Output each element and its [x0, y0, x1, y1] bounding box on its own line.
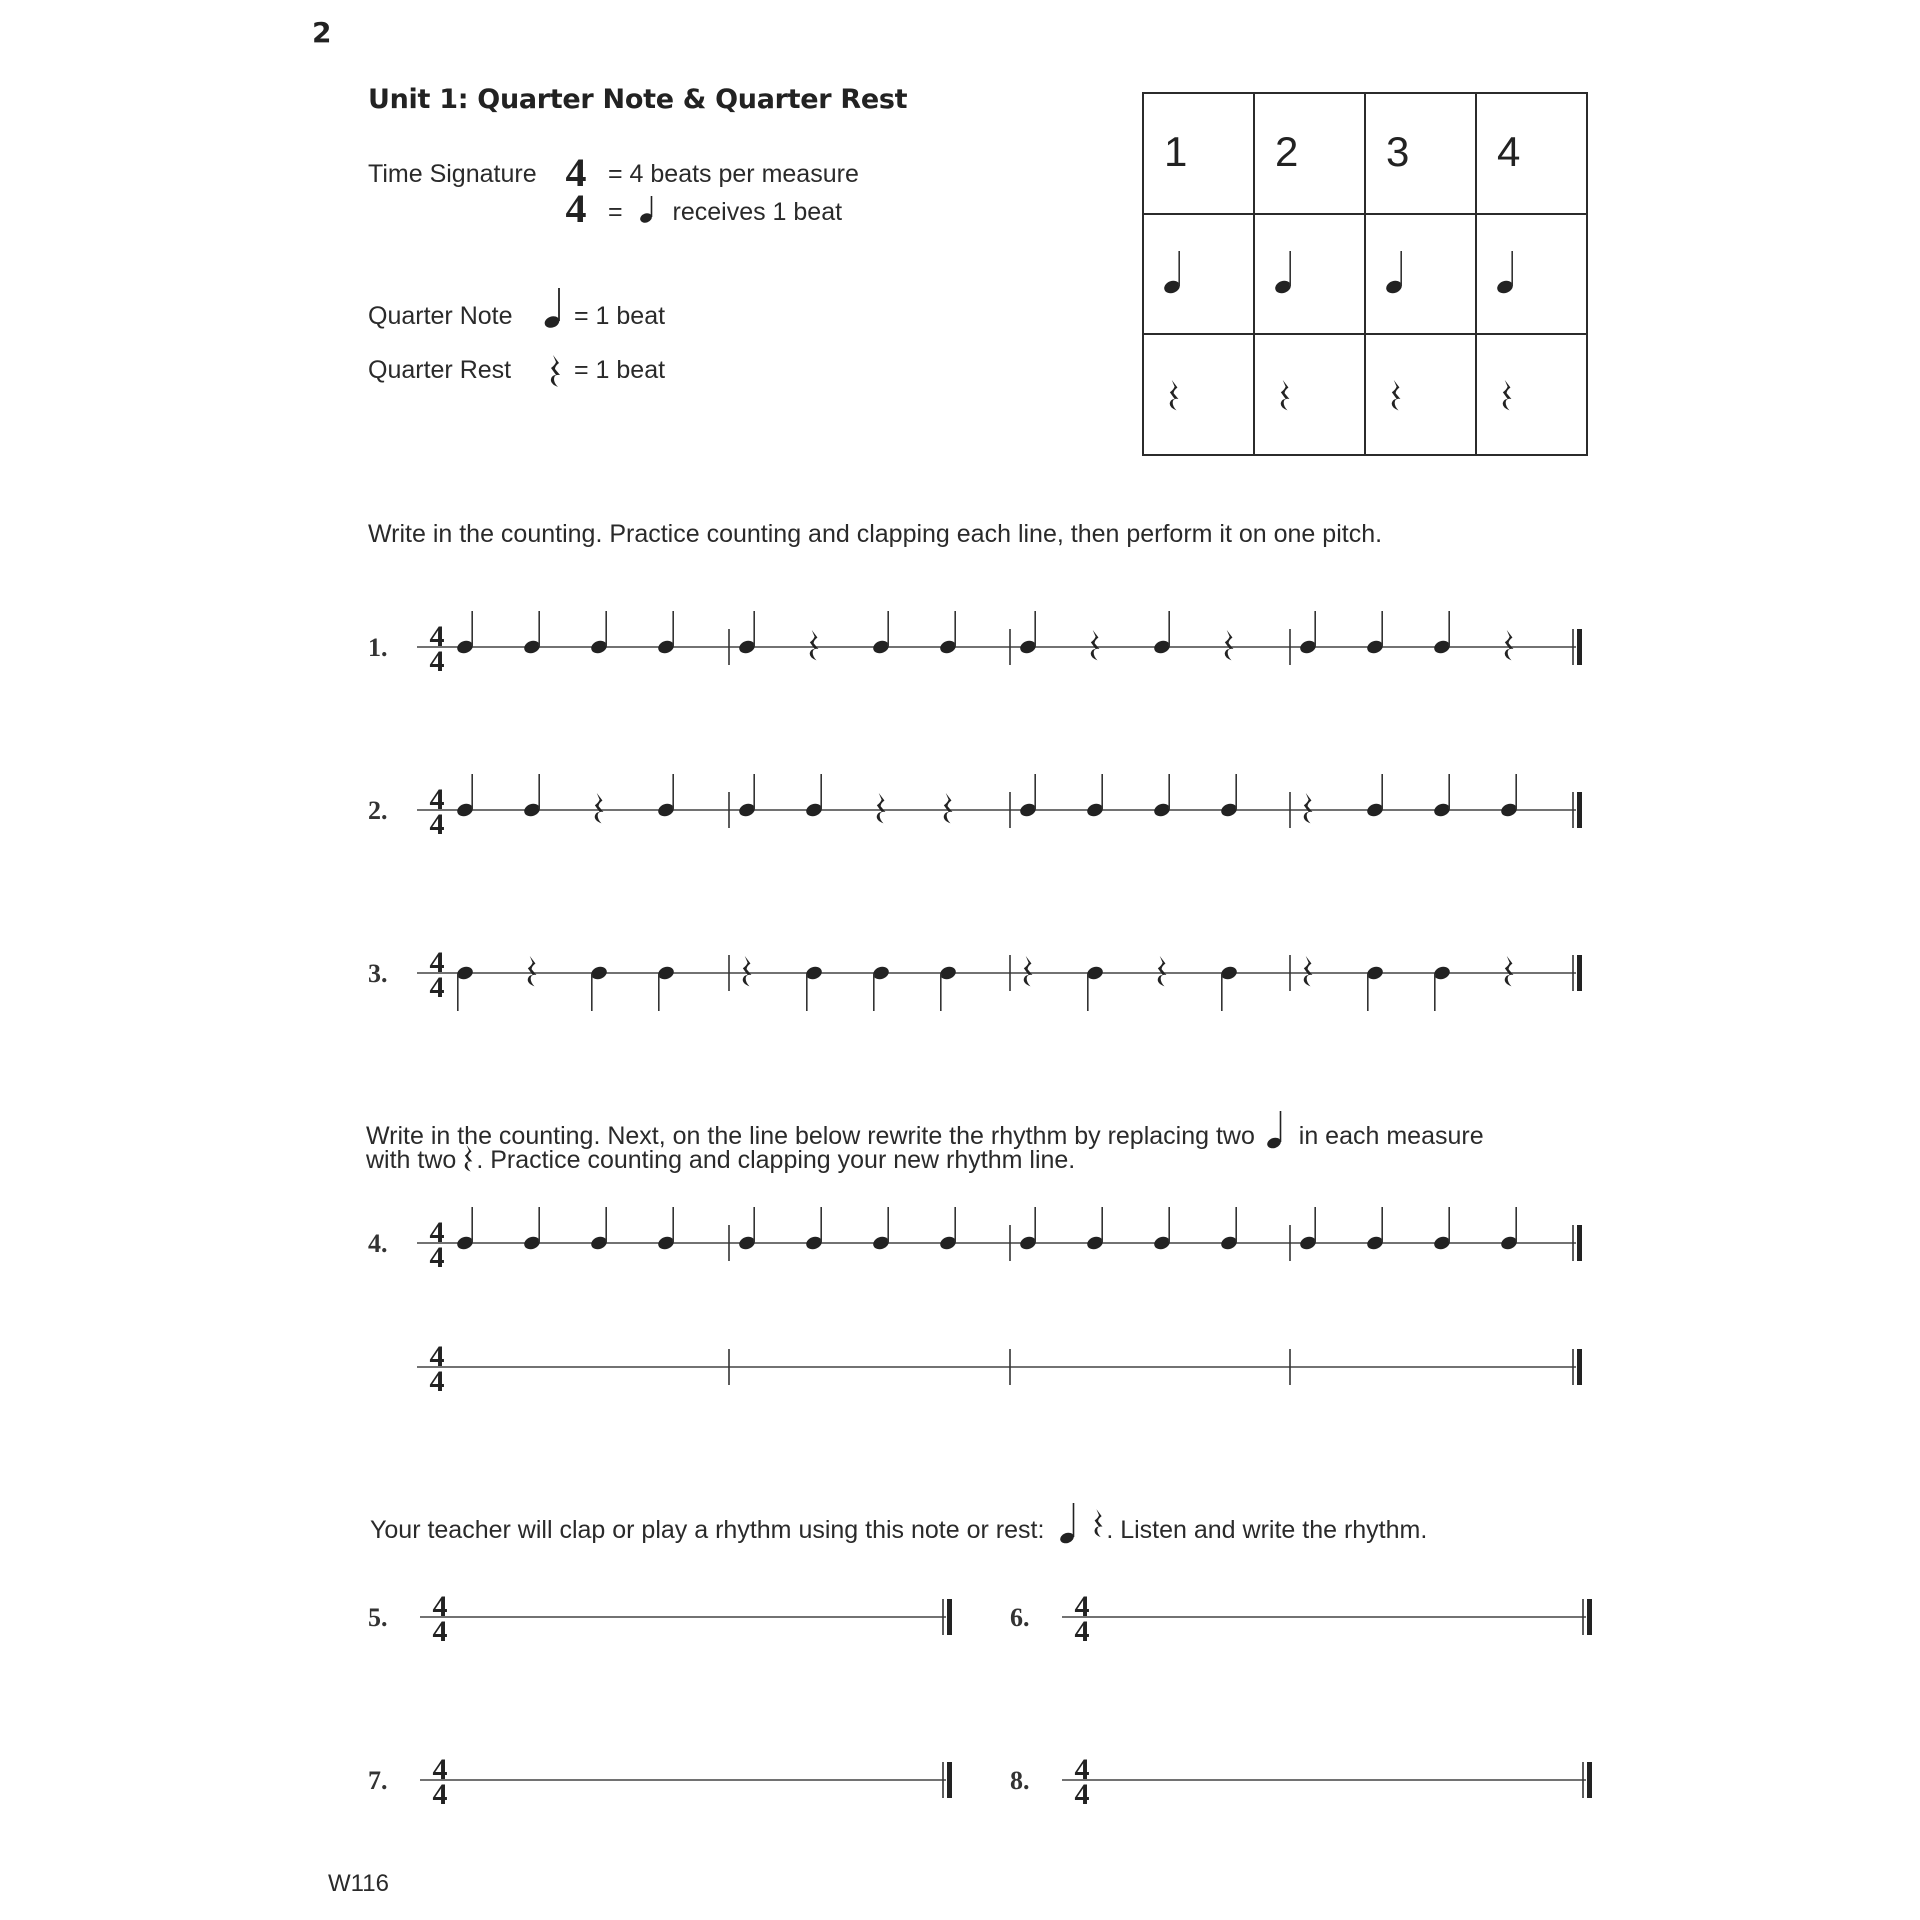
exercise-number: 5.	[368, 1603, 388, 1632]
quarter-note	[522, 774, 541, 818]
time-signature-label: Time Signature	[368, 160, 537, 188]
quarter-rest	[743, 956, 752, 986]
unit-title: Unit 1: Quarter Note & Quarter Rest	[368, 84, 908, 115]
time-signature-top: 4	[432, 1590, 448, 1623]
time-signature-top: 4	[429, 946, 445, 979]
footer-code: W116	[328, 1870, 389, 1897]
time-signature	[430, 620, 445, 678]
beat-number: 4	[1497, 128, 1521, 175]
final-barline-thick	[1587, 1762, 1592, 1798]
quarter-rest	[1304, 793, 1313, 823]
rest-glyph	[944, 793, 953, 823]
quarter-note	[1085, 965, 1104, 1011]
page-number: 2	[312, 16, 332, 49]
quarter-note	[522, 611, 541, 655]
rhythm-line-5	[417, 1340, 1582, 1398]
quarter-note	[1219, 774, 1238, 818]
quarter-note	[1152, 611, 1171, 655]
quarter-note	[455, 1207, 474, 1251]
quarter-note	[522, 1207, 541, 1251]
quarter-note	[1432, 774, 1451, 818]
rest-glyph	[1091, 630, 1100, 660]
time-signature-bottom: 4	[432, 1778, 448, 1811]
rest-glyph	[1158, 956, 1167, 986]
instructions-section-1: Write in the counting. Practice counting and clapping each line, then perform it on one pitch.	[368, 520, 1383, 548]
quarter-note	[1432, 611, 1451, 655]
rest-glyph	[595, 793, 604, 823]
quarter-note	[1085, 1207, 1104, 1251]
dictation-line-8	[1010, 1753, 1592, 1811]
quarter-note	[589, 965, 608, 1011]
instruction-text: in each measure	[1298, 1122, 1484, 1150]
quarter-note	[938, 965, 957, 1011]
quarter-note	[1018, 611, 1037, 655]
time-signature-bottom: 4	[429, 971, 445, 1004]
final-barline-thick	[1577, 1349, 1582, 1385]
quarter-note	[589, 1207, 608, 1251]
quarter-note	[737, 1207, 756, 1251]
rest-glyph	[1225, 630, 1234, 660]
quarter-note	[871, 611, 890, 655]
receives-one-beat-text: receives 1 beat	[672, 198, 843, 226]
rhythm-line-1	[368, 611, 1582, 678]
time-signature	[430, 946, 445, 1004]
time-signature	[433, 1753, 448, 1811]
quarter-note	[1365, 965, 1384, 1011]
quarter-rest	[877, 793, 886, 823]
quarter-note	[656, 774, 675, 818]
instruction-text: with two	[366, 1146, 457, 1174]
quarter-note	[455, 611, 474, 655]
rest-glyph	[810, 630, 819, 660]
time-signature-top: 4	[1074, 1590, 1090, 1623]
quarter-note	[1432, 1207, 1451, 1251]
final-barline-thick	[1577, 792, 1582, 828]
quarter-note	[455, 965, 474, 1011]
quarter-note	[737, 611, 756, 655]
quarter-note	[1499, 774, 1518, 818]
rest-glyph	[1304, 793, 1313, 823]
quarter-note	[938, 1207, 957, 1251]
quarter-note	[1085, 774, 1104, 818]
quarter-note-value: = 1 beat	[574, 302, 666, 330]
time-signature-top: 4	[1074, 1753, 1090, 1786]
time-signature-bottom: 4	[1074, 1615, 1090, 1648]
time-signature-bottom: 4	[432, 1615, 448, 1648]
quarter-note	[1365, 1207, 1384, 1251]
quarter-note	[656, 1207, 675, 1251]
quarter-note	[804, 965, 823, 1011]
quarter-rest	[1505, 630, 1514, 660]
exercise-number: 1.	[368, 633, 388, 662]
final-barline-thick	[1587, 1599, 1592, 1635]
time-signature	[1075, 1753, 1090, 1811]
rest-glyph	[1505, 630, 1514, 660]
quarter-rest-value: = 1 beat	[574, 356, 666, 384]
quarter-note	[871, 1207, 890, 1251]
exercise-number: 4.	[368, 1229, 388, 1258]
equals-sign: =	[608, 198, 623, 226]
instruction-text: Write in the counting. Next, on the line below rewrite the rhythm by replacing two	[366, 1122, 1255, 1150]
rhythm-line-2	[368, 774, 1582, 841]
exercise-number: 2.	[368, 796, 388, 825]
quarter-rest	[528, 956, 537, 986]
quarter-rest	[595, 793, 604, 823]
quarter-note	[1499, 1207, 1518, 1251]
final-barline-thick	[1577, 629, 1582, 665]
rhythm-line-4	[368, 1207, 1582, 1274]
rest-glyph	[1024, 956, 1033, 986]
time-signature-bottom: 4	[429, 1365, 445, 1398]
rest-glyph	[743, 956, 752, 986]
quarter-note	[1219, 965, 1238, 1011]
time-signature-bottom: 4	[565, 186, 587, 231]
quarter-note	[1432, 965, 1451, 1011]
time-signature-bottom: 4	[429, 808, 445, 841]
dictation-line-5	[368, 1590, 952, 1648]
instruction-text: Your teacher will clap or play a rhythm using this note or rest:	[370, 1516, 1045, 1544]
quarter-note-label: Quarter Note	[368, 302, 513, 330]
quarter-note	[1365, 611, 1384, 655]
time-signature-top-meaning: = 4 beats per measure	[608, 160, 859, 188]
quarter-note	[455, 774, 474, 818]
dictation-line-6	[1010, 1590, 1592, 1648]
time-signature	[430, 1340, 445, 1398]
rest-glyph	[877, 793, 886, 823]
time-signature-bottom: 4	[429, 645, 445, 678]
quarter-rest	[1304, 956, 1313, 986]
quarter-note	[804, 774, 823, 818]
quarter-rest-label: Quarter Rest	[368, 356, 512, 384]
exercise-number: 8.	[1010, 1766, 1030, 1795]
time-signature-top: 4	[429, 783, 445, 816]
time-signature-bottom: 4	[429, 1241, 445, 1274]
instruction-text: . Listen and write the rhythm.	[1106, 1516, 1428, 1544]
quarter-note	[1152, 1207, 1171, 1251]
quarter-rest	[1158, 956, 1167, 986]
time-signature-top: 4	[429, 1216, 445, 1249]
exercise-number: 7.	[368, 1766, 388, 1795]
quarter-note	[656, 965, 675, 1011]
quarter-note	[1298, 611, 1317, 655]
quarter-rest	[1505, 956, 1514, 986]
quarter-rest	[1091, 630, 1100, 660]
exercise-number: 3.	[368, 959, 388, 988]
quarter-rest	[1225, 630, 1234, 660]
quarter-note	[804, 1207, 823, 1251]
time-signature-top: 4	[429, 620, 445, 653]
quarter-note	[1018, 774, 1037, 818]
time-signature	[433, 1590, 448, 1648]
quarter-note	[871, 965, 890, 1011]
beat-number: 1	[1164, 128, 1188, 175]
rest-glyph	[1304, 956, 1313, 986]
quarter-note	[1152, 774, 1171, 818]
quarter-rest	[944, 793, 953, 823]
rest-glyph	[528, 956, 537, 986]
quarter-note	[1018, 1207, 1037, 1251]
quarter-note	[1219, 1207, 1238, 1251]
time-signature	[430, 783, 445, 841]
final-barline-thick	[947, 1599, 952, 1635]
time-signature-top: 4	[429, 1340, 445, 1373]
instruction-text: . Practice counting and clapping your new rhythm line.	[476, 1146, 1076, 1174]
beat-number: 3	[1386, 128, 1410, 175]
quarter-note	[737, 774, 756, 818]
time-signature-top: 4	[565, 150, 587, 195]
quarter-note	[589, 611, 608, 655]
time-signature	[1075, 1590, 1090, 1648]
rest-glyph	[1505, 956, 1514, 986]
quarter-rest	[810, 630, 819, 660]
time-signature	[430, 1216, 445, 1274]
final-barline-thick	[1577, 955, 1582, 991]
beat-number: 2	[1275, 128, 1299, 175]
quarter-rest	[1024, 956, 1033, 986]
final-barline-thick	[947, 1762, 952, 1798]
final-barline-thick	[1577, 1225, 1582, 1261]
dictation-line-7	[368, 1753, 952, 1811]
quarter-note	[938, 611, 957, 655]
time-signature-bottom: 4	[1074, 1778, 1090, 1811]
rhythm-line-3	[368, 946, 1582, 1011]
exercise-number: 6.	[1010, 1603, 1030, 1632]
time-signature-top: 4	[432, 1753, 448, 1786]
quarter-note	[1298, 1207, 1317, 1251]
quarter-note	[1365, 774, 1384, 818]
quarter-note	[656, 611, 675, 655]
